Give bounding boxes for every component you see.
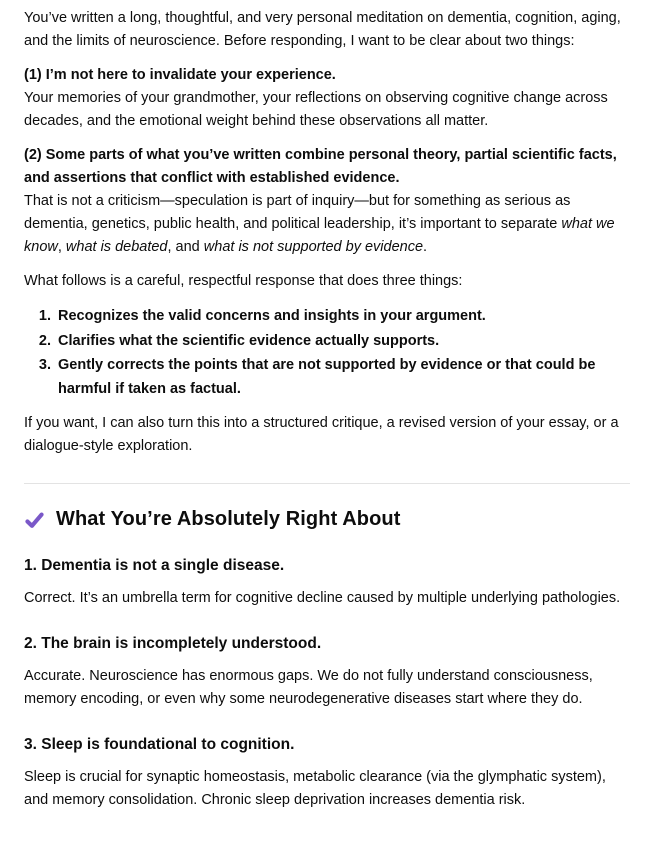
right-item-3-heading: 3. Sleep is foundational to cognition. xyxy=(24,736,295,753)
point-1-paragraph xyxy=(24,64,630,133)
point-2-statement: (2) Some parts of what you’ve written combine personal theory, partial scientific facts, and assertions that conflict with established evidence. xyxy=(24,147,617,186)
response-steps-list xyxy=(24,305,630,401)
point-2-body-pre: That is not a criticism—speculation is part of inquiry—but for something as serious as dementia, genetics, public health, and political leadership, it’s important to separate xyxy=(24,193,571,232)
right-item-1-heading: 1. Dementia is not a single disease. xyxy=(24,557,285,574)
section-title-text: What You’re Absolutely Right About xyxy=(56,508,401,530)
point-1-body: Your memories of your grandmother, your reflections on observing cognitive change across decades, and the emotional weight behind these observations all matter. xyxy=(24,90,608,129)
emphasis-what-is-debated: what is debated xyxy=(65,239,168,255)
intro-paragraph: You’ve written a long, thoughtful, and very personal meditation on dementia, cognition, aging, and the limits of neuroscience. Before responding, I want to be clear about two things: xyxy=(24,10,621,49)
point-1-statement: (1) I’m not here to invalidate your experience. xyxy=(24,67,336,83)
offer-paragraph: If you want, I can also turn this into a structured critique, a revised version of your essay, or a dialogue-style exploration. xyxy=(24,415,619,454)
section-heading xyxy=(24,506,630,532)
right-item-2-heading: 2. The brain is incompletely understood. xyxy=(24,635,322,652)
section-divider xyxy=(24,483,630,484)
checkmark-icon xyxy=(24,510,45,530)
list-item: 2. Clarifies what the scientific evidence actually supports. xyxy=(55,330,630,354)
list-item: 3. Gently corrects the points that are not supported by evidence or that could be harmful if taken as factual. xyxy=(55,354,630,401)
emphasis-not-supported: what is not supported by evidence xyxy=(203,239,424,255)
right-item-3-body: Sleep is crucial for synaptic homeostasis, metabolic clearance (via the glymphatic system), and memory consolidation. Chronic sleep deprivation increases dementia risk. xyxy=(24,769,606,808)
right-item-1-body: Correct. It’s an umbrella term for cognitive decline caused by multiple underlying pathologies. xyxy=(24,590,621,606)
point-2-paragraph: (2) Some parts of what you’ve written combine personal theory, partial scientific facts, and assertions that conflict with established evidence. That is not a criticism—speculation is part of inquiry—but for something as serious as dementia, genetics, public health, and political leadership, it’s important to separate what we know, what is debated, and what is not supported by evidence. xyxy=(24,147,617,255)
right-item-2-body: Accurate. Neuroscience has enormous gaps. We do not fully understand consciousness, memory encoding, or even why some neurodegenerative diseases start where they do. xyxy=(24,668,593,707)
emphasis-what-we-know: what we know xyxy=(24,216,615,255)
preview-paragraph: What follows is a careful, respectful response that does three things: xyxy=(24,273,463,289)
list-item: 1. Recognizes the valid concerns and insights in your argument. xyxy=(55,305,630,329)
